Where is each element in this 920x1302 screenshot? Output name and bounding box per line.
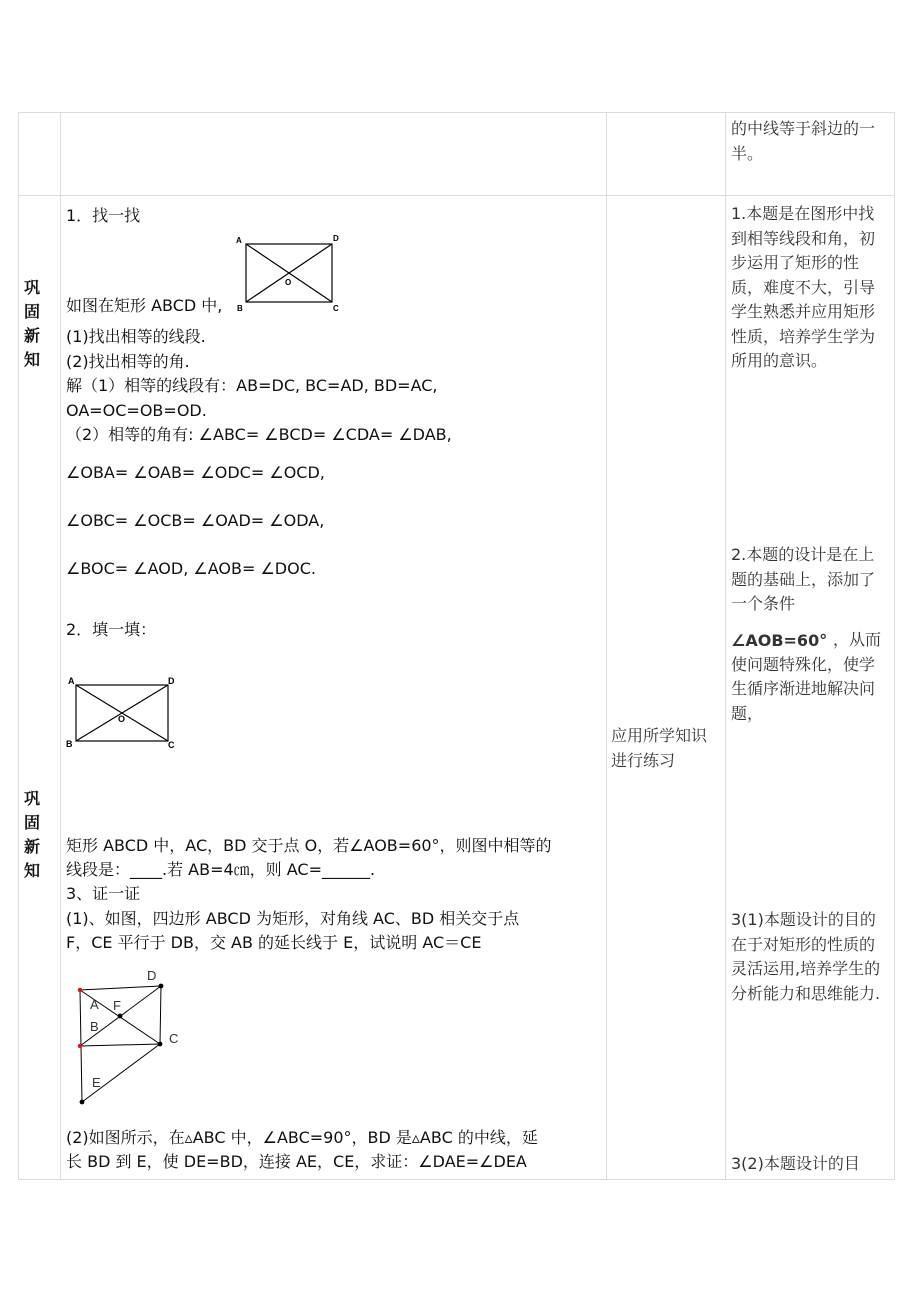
- q3-part1-line1: (1)、如图，四边形 ABCD 为矩形，对角线 AC、BD 相关交于点: [66, 909, 520, 928]
- q1-answer2-line3: ∠OBC= ∠OCB= ∠OAD= ∠ODA,: [66, 511, 325, 530]
- section-label-top: 巩固新知: [23, 278, 40, 369]
- q1-answer1-line1: 解（1）相等的线段有：AB=DC, BC=AD, BD=AC,: [66, 376, 438, 395]
- q3-segment-dc: [160, 986, 161, 1044]
- section-label-bottom: 巩固新知: [23, 789, 40, 880]
- table-border-top: [18, 112, 894, 113]
- q1-label-d: D: [333, 234, 339, 243]
- q2-label-a: A: [68, 676, 75, 686]
- q3-label-b: B: [90, 1019, 99, 1034]
- q1-intro: 如图在矩形 ABCD 中,: [66, 296, 223, 315]
- q3-point-f: [118, 1014, 123, 1019]
- table-divider-1: [60, 112, 61, 1180]
- note-question-2-lead: 2.本题的设计是在上题的基础上，添加了一个条件: [731, 545, 876, 613]
- teaching-activity: 应用所学知识进行练习: [611, 726, 708, 770]
- q3-heading: 3、证一证: [66, 884, 141, 903]
- q1-label-a: A: [236, 236, 242, 245]
- q3-point-b: [78, 1044, 82, 1048]
- q3-label-a: A: [90, 997, 99, 1012]
- q1-answer1-line2: OA=OC=OB=OD.: [66, 401, 207, 420]
- table-row-divider: [18, 195, 894, 196]
- q1-answer2-line1: （2）相等的角有: ∠ABC= ∠BCD= ∠CDA= ∠DAB,: [66, 425, 452, 444]
- table-border-right: [894, 112, 895, 1180]
- q2-label-c: C: [168, 740, 175, 750]
- q3-figure: [68, 966, 188, 1110]
- q1-part2: (2)找出相等的角.: [66, 352, 190, 371]
- q1-label-c: C: [333, 304, 339, 313]
- q3-segment-bc: [80, 1044, 160, 1046]
- q2-rectangle-figure: [64, 674, 184, 752]
- q3-label-c: C: [169, 1031, 179, 1046]
- q1-label-o: O: [285, 278, 292, 287]
- q3-segment-ce: [82, 1044, 160, 1102]
- note-question-2-rest: ，从而使问题特殊化，使学生循序渐进地解决问题，: [731, 630, 882, 723]
- q1-answer2-line2: ∠OBA= ∠OAB= ∠ODC= ∠OCD,: [66, 463, 325, 482]
- q1-heading: 1．找一找: [66, 206, 141, 225]
- note-question-1: 1.本题是在图形中找到相等线段和角，初步运用了矩形的性质，难度不大，引导学生熟悉并应用矩形性质，培养学生学为所用的意识。: [731, 204, 876, 370]
- table-border-left: [18, 112, 19, 1180]
- q1-answer2-line4: ∠BOC= ∠AOD, ∠AOB= ∠DOC.: [66, 559, 316, 578]
- q3-point-c: [158, 1042, 163, 1047]
- q2-line2: 线段是：____.若 AB=4㎝，则 AC=______.: [66, 860, 376, 879]
- q1-part1: (1)找出相等的线段.: [66, 327, 206, 346]
- q3-segment-ad: [80, 986, 161, 990]
- q2-label-d: D: [168, 676, 175, 686]
- q2-heading: 2．填一填：: [66, 620, 157, 639]
- table-divider-3: [725, 112, 726, 1180]
- q3-part2-line1: (2)如图所示，在▵ABC 中，∠ABC=90°，BD 是▵ABC 的中线，延: [66, 1128, 538, 1147]
- q3-label-e: E: [92, 1075, 101, 1090]
- note-question-3-1: 3(1)本题设计的目的在于对矩形的性质的灵活运用,培养学生的分析能力和思维能力.: [731, 910, 881, 1003]
- row1-right-note: 的中线等于斜边的一半。: [731, 119, 876, 163]
- q3-part2-line2: 长 BD 到 E，使 DE=BD，连接 AE，CE，求证：∠DAE=∠DEA: [66, 1152, 527, 1171]
- q3-label-f: F: [113, 998, 121, 1013]
- table-divider-2: [606, 112, 607, 1180]
- q3-point-e: [80, 1100, 85, 1105]
- q2-line1: 矩形 ABCD 中，AC，BD 交于点 O，若∠AOB=60°，则图中相等的: [66, 836, 552, 855]
- q3-label-d: D: [147, 968, 157, 983]
- q1-label-b: B: [237, 304, 243, 313]
- q3-point-a: [78, 988, 82, 992]
- q1-rectangle-figure: [236, 232, 346, 316]
- q2-label-b: B: [66, 739, 73, 749]
- q2-label-o: O: [118, 714, 126, 724]
- note-question-2-angle: ∠AOB=60°: [731, 631, 828, 650]
- table-border-bottom: [18, 1179, 894, 1180]
- note-question-3-2: 3(2)本题设计的目: [731, 1154, 860, 1173]
- q3-point-d: [159, 984, 164, 989]
- q3-part1-line2: F，CE 平行于 DB，交 AB 的延长线于 E，试说明 AC＝CE: [66, 933, 482, 952]
